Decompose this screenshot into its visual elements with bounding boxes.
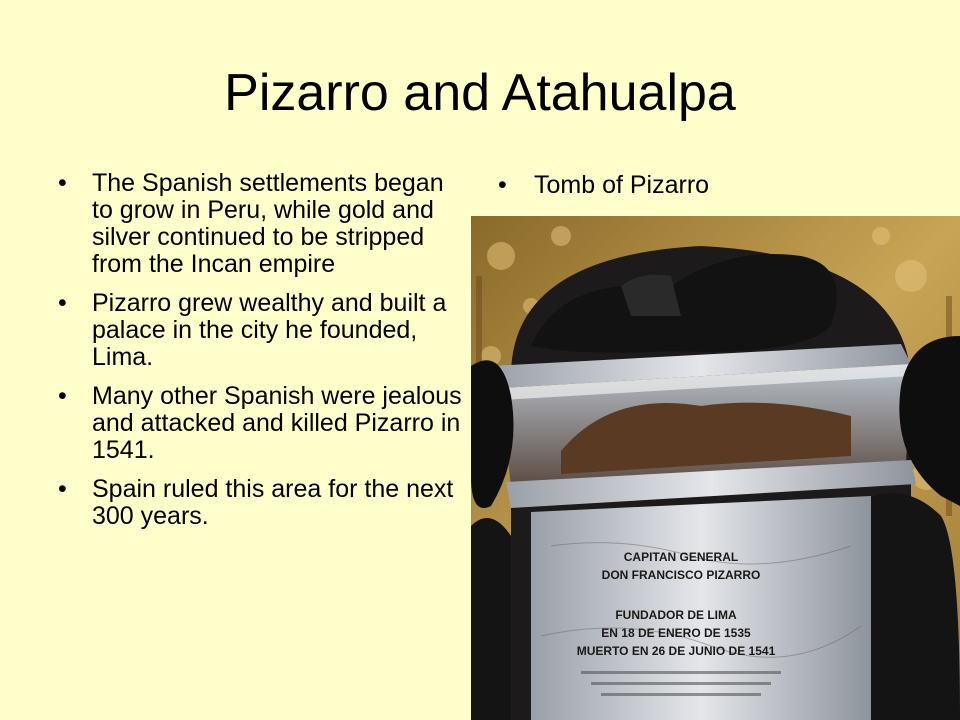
photo-caption: Tomb of Pizarro xyxy=(534,171,710,199)
bullet-item xyxy=(58,170,468,278)
bullet-list xyxy=(58,170,468,542)
inscription-line: FUNDADOR DE LIMA xyxy=(615,608,737,622)
bullet-text: The Spanish settlements began to grow in Peru, while gold and silver continued to be stripped from the Incan empire xyxy=(92,169,444,278)
tomb-photo xyxy=(471,216,960,720)
bullet-dot: • xyxy=(58,169,67,197)
inscription-line: DON FRANCISCO PIZARRO xyxy=(601,568,761,582)
bullet-dot: • xyxy=(498,171,507,199)
caption-item xyxy=(498,170,709,200)
bullet-text: Many other Spanish were jealous and attacked and killed Pizarro in 1541. xyxy=(92,382,462,464)
bullet-text: Spain ruled this area for the next 300 years. xyxy=(92,475,454,530)
bullet-dot: • xyxy=(58,382,67,410)
inscription-line: MUERTO EN 26 DE JUNIO DE 1541 xyxy=(576,644,776,658)
inscription-line: EN 18 DE ENERO DE 1535 xyxy=(601,626,751,640)
bullet-item xyxy=(58,383,468,464)
bullet-dot: • xyxy=(58,475,67,503)
caption-list xyxy=(498,170,709,200)
slide-title: Pizarro and Atahualpa xyxy=(224,64,736,122)
bullet-text: Pizarro grew wealthy and built a palace in the city he founded, Lima. xyxy=(92,289,447,371)
tomb-illustration xyxy=(471,216,960,720)
bullet-dot: • xyxy=(58,289,67,317)
bullet-item xyxy=(58,290,468,371)
inscription-line: CAPITAN GENERAL xyxy=(623,550,739,564)
bullet-item xyxy=(58,476,468,530)
